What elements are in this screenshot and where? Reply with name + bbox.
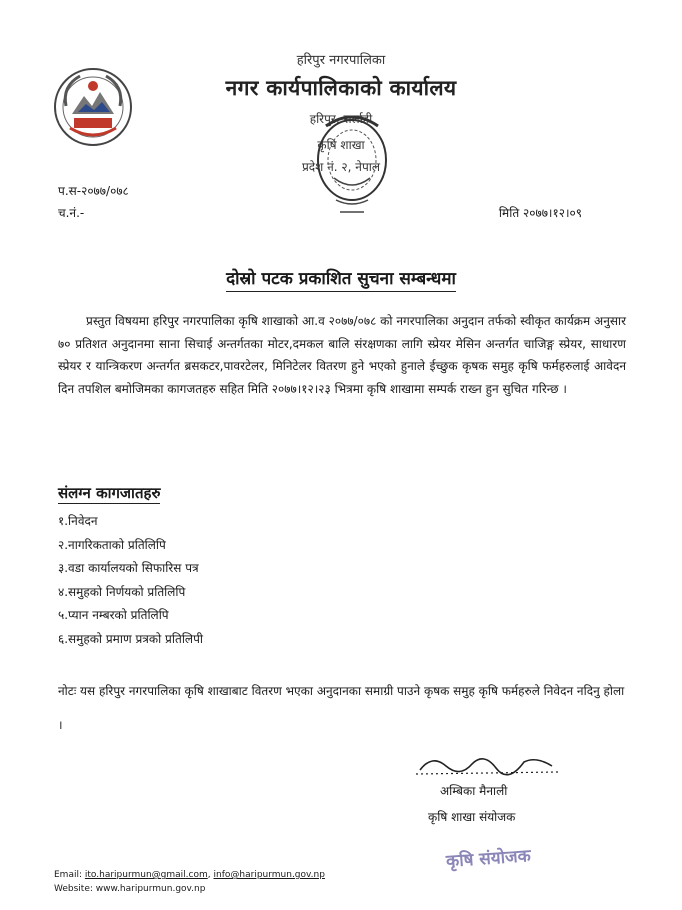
email-link-1[interactable]: ito.haripurmun@gmail.com: [84, 870, 208, 880]
header-municipality: हरिपुर नगरपालिका: [296, 53, 386, 68]
note-paragraph: नोटः यस हरिपुर नगरपालिका कृषि शाखाबाट वितरण भएका अनुदानका समाग्री पाउने कृषक समुह कृषि फर्महरुले निवेदन नदिनु होला ।: [58, 684, 625, 732]
email-link-2[interactable]: info@haripurmun.gov.np: [213, 870, 325, 880]
signature-icon: [412, 748, 562, 784]
designation-stamp: कृषि संयोजक: [445, 846, 532, 872]
list-item: ६.समुहको प्रमाण प्रत्रको प्रतिलिपी: [58, 631, 203, 646]
dispatch-number: च.नं.-: [58, 206, 85, 220]
attachments-heading-text: संलग्न कागजातहरु: [58, 484, 161, 502]
signatory-title: कृषि शाखा संयोजक: [428, 810, 516, 824]
footer-website: [54, 884, 205, 894]
list-item: २.नागरिकताको प्रतिलिपि: [58, 537, 166, 552]
header-office-title: नगर कार्यपालिकाको कार्यालय: [225, 76, 457, 100]
website-link[interactable]: www.haripurmun.gov.np: [95, 884, 206, 894]
list-item: १.निवेदन: [58, 514, 98, 528]
footer-email: [54, 870, 325, 880]
header-branch: कृषि शाखा: [317, 138, 365, 152]
subject-text: दोस्रो पटक प्रकाशित सुचना सम्बन्धमा: [226, 269, 456, 292]
letter-date: मिति २०७७।१२।०९: [498, 206, 582, 220]
header-address: हरिपुर, सर्लाही: [309, 112, 373, 126]
list-item: ५.प्यान नम्बरको प्रतिलिपि: [58, 608, 169, 622]
reference-number: प.स-२०७७/०७८: [58, 184, 129, 198]
body-paragraph: प्रस्तुत विषयमा हरिपुर नगरपालिका कृषि शाखाको आ.व २०७७/०७८ को नगरपालिका अनुदान तर्फको स्वीकृत कार्यक्रम अनुसार ७० प्रतिशत अनुदानमा साना सिचाई अन्तर्गतका मोटर,दमकल बालि संरक्षणका लागि स्प्रेयर मेसिन अन्तर्गत चाजिङ्ग स्प्रेयर, साधारण स्प्रेयर र यान्त्रिकरण अन्तर्गत ब्रसकटर,पावरटेलर, मिनिटेलर वितरण हुने भएको हुनाले ईच्छुक कृषक समुह कृषि फर्महरुलाई आवेदन दिन तपशिल बमोजिमका कागजतहरु सहित मिति २०७७।१२।२३ भित्रमा कृषि शाखामा सम्पर्क राख्न हुन सुचित गरिन्छ ।: [58, 314, 626, 396]
office-seal-icon: [306, 108, 398, 220]
email-label: Email:: [54, 870, 83, 880]
attachments-heading: [58, 483, 160, 503]
website-label: Website:: [54, 884, 93, 894]
signatory-name: अम्बिका मैनाली: [440, 784, 508, 798]
subject-title: [0, 266, 682, 289]
attachments-list: [58, 510, 203, 651]
list-item: ४.समुहको निर्णयको प्रतिलिपि: [58, 584, 186, 599]
email-separator: ,: [207, 870, 211, 880]
header-province: प्रदेश नं. २, नेपाल: [301, 160, 381, 174]
list-item: ३.वडा कार्यालयको सिफारिस पत्र: [58, 561, 199, 575]
